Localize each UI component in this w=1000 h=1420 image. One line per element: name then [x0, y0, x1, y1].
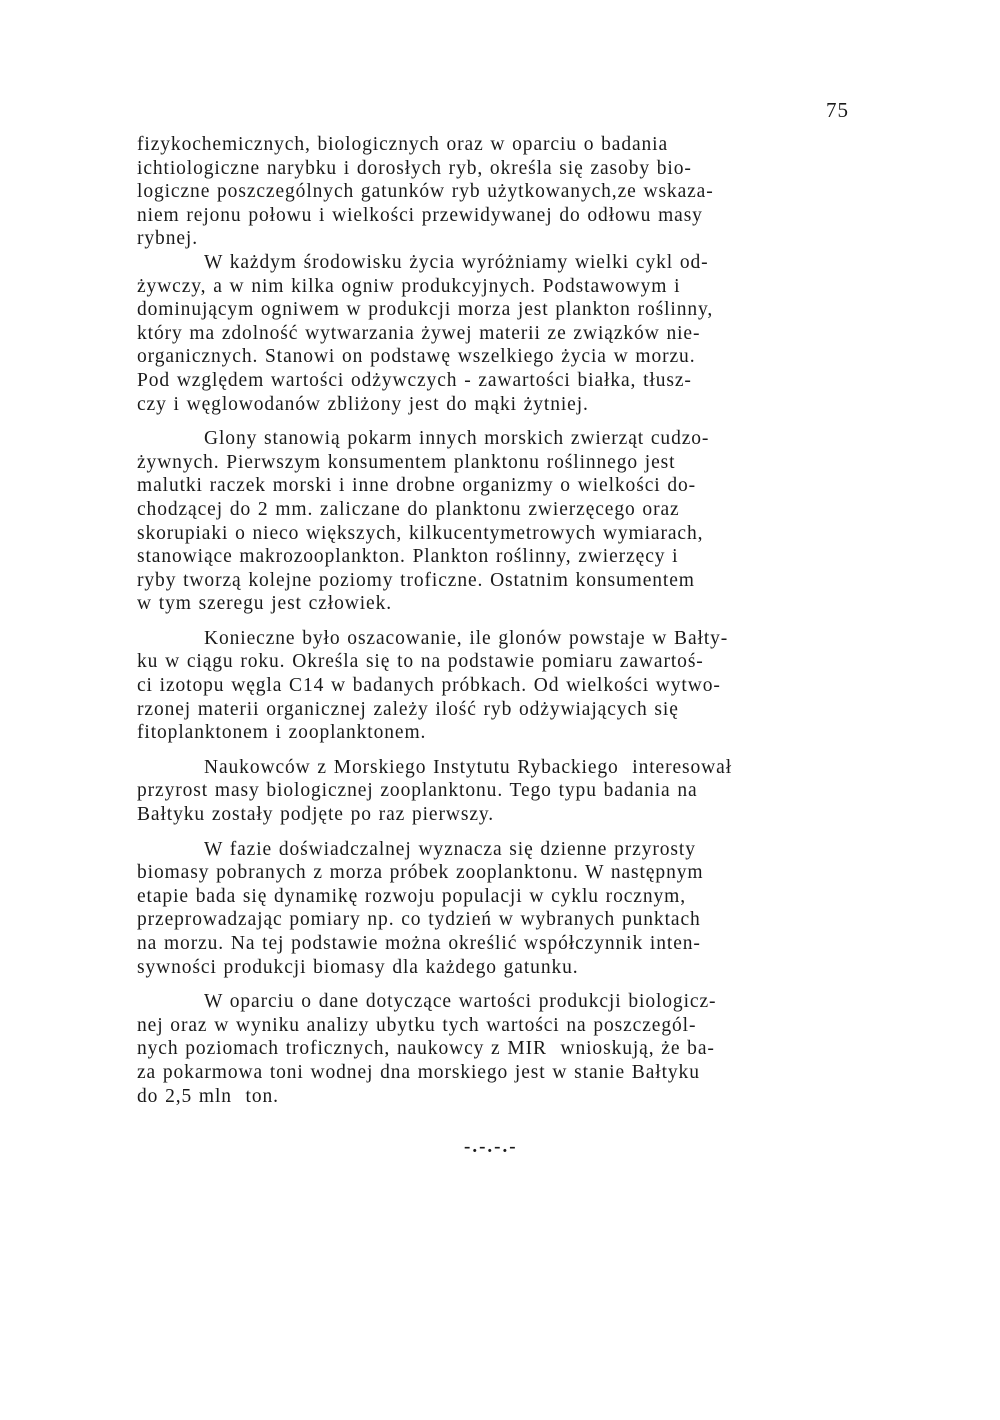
text-line: W fazie doświadczalnej wyznacza się dzienne przyrosty: [204, 838, 696, 860]
text-line: żywnych. Pierwszym konsumentem planktonu roślinnego jest: [137, 451, 676, 473]
paragraph-spacer: [137, 745, 877, 756]
text-line: sywności produkcji biomasy dla każdego gatunku.: [137, 956, 579, 978]
paragraph-1: [137, 133, 877, 251]
text-line: ichtiologiczne narybku i dorosłych ryb, określa się zasoby bio-: [137, 157, 692, 179]
text-line: logiczne poszczególnych gatunków ryb użytkowanych,ze wskaza-: [137, 181, 714, 203]
paragraph-4: [137, 627, 877, 745]
text-line: który ma zdolność wytwarzania żywej materii ze związków nie-: [137, 322, 701, 344]
text-line: niem rejonu połowu i wielkości przewidywanej do odłowu masy: [137, 204, 703, 226]
text-line: rzonej materii organicznej zależy ilość ryb odżywiających się: [137, 698, 679, 720]
text-line: dominującym ogniwem w produkcji morza jest plankton roślinny,: [137, 299, 714, 321]
text-line: Pod względem wartości odżywczych - zawartości białka, tłusz-: [137, 369, 692, 391]
document-body: [137, 133, 877, 1108]
text-line: chodzącej do 2 mm. zaliczane do planktonu zwierzęcego oraz: [137, 498, 680, 520]
paragraph-6: [137, 838, 877, 980]
text-line: organicznych. Stanowi on podstawę wszelkiego życia w morzu.: [137, 346, 696, 368]
text-line: do 2,5 mln ton.: [137, 1085, 279, 1107]
text-line: ku w ciągu roku. Określa się to na podstawie pomiaru zawartoś-: [137, 651, 704, 673]
text-line: W oparciu o dane dotyczące wartości produkcji biologicz-: [204, 991, 717, 1013]
page-number: 75: [826, 98, 849, 122]
text-line: ryby tworzą kolejne poziomy troficzne. Ostatnim konsumentem: [137, 569, 695, 591]
paragraph-7: [137, 990, 877, 1108]
text-line: ci izotopu węgla C14 w badanych próbkach. Od wielkości wytwo-: [137, 675, 721, 697]
text-line: skorupiaki o nieco większych, kilkucentymetrowych wymiarach,: [137, 522, 704, 544]
text-line: fitoplanktonem i zooplanktonem.: [137, 722, 427, 744]
text-line: za pokarmowa toni wodnej dna morskiego jest w stanie Bałtyku: [137, 1061, 700, 1083]
text-line: W każdym środowisku życia wyróżniamy wielki cykl od-: [204, 251, 709, 273]
paragraph-5: [137, 756, 877, 827]
end-separator: -.-.-.-: [464, 1136, 518, 1157]
text-line: nych poziomach troficznych, naukowcy z MIR wnioskują, że ba-: [137, 1038, 715, 1060]
text-line: Naukowców z Morskiego Instytutu Rybackiego interesował: [204, 756, 733, 778]
text-line: etapie bada się dynamikę rozwoju populacji w cyklu rocznym,: [137, 885, 686, 907]
paragraph-2: [137, 251, 877, 416]
text-line: Konieczne było oszacowanie, ile glonów powstaje w Bałty-: [204, 627, 729, 649]
text-line: nej oraz w wyniku analizy ubytku tych wartości na poszczegól-: [137, 1014, 697, 1036]
text-line: w tym szeregu jest człowiek.: [137, 593, 393, 615]
paragraph-spacer: [137, 616, 877, 627]
text-line: rybnej.: [137, 228, 198, 250]
paragraph-spacer: [137, 416, 877, 427]
text-line: stanowiące makrozooplankton. Plankton roślinny, zwierzęcy i: [137, 546, 679, 568]
text-line: czy i węglowodanów zbliżony jest do mąki żytniej.: [137, 393, 589, 415]
paragraph-3: [137, 427, 877, 616]
text-line: przyrost masy biologicznej zooplanktonu. Tego typu badania na: [137, 780, 698, 802]
text-line: przeprowadzając pomiary np. co tydzień w wybranych punktach: [137, 909, 701, 931]
text-line: żywczy, a w nim kilka ogniw produkcyjnych. Podstawowym i: [137, 275, 681, 297]
text-line: na morzu. Na tej podstawie można określić współczynnik inten-: [137, 933, 701, 954]
paragraph-spacer: [137, 979, 877, 990]
text-line: biomasy pobranych z morza próbek zooplanktonu. W następnym: [137, 862, 704, 884]
text-line: fizykochemicznych, biologicznych oraz w oparciu o badania: [137, 134, 669, 155]
text-line: malutki raczek morski i inne drobne organizmy o wielkości do-: [137, 475, 697, 497]
paragraph-spacer: [137, 827, 877, 838]
text-line: Glony stanowią pokarm innych morskich zwierząt cudzo-: [204, 428, 710, 450]
text-line: Bałtyku zostały podjęte po raz pierwszy.: [137, 804, 495, 826]
